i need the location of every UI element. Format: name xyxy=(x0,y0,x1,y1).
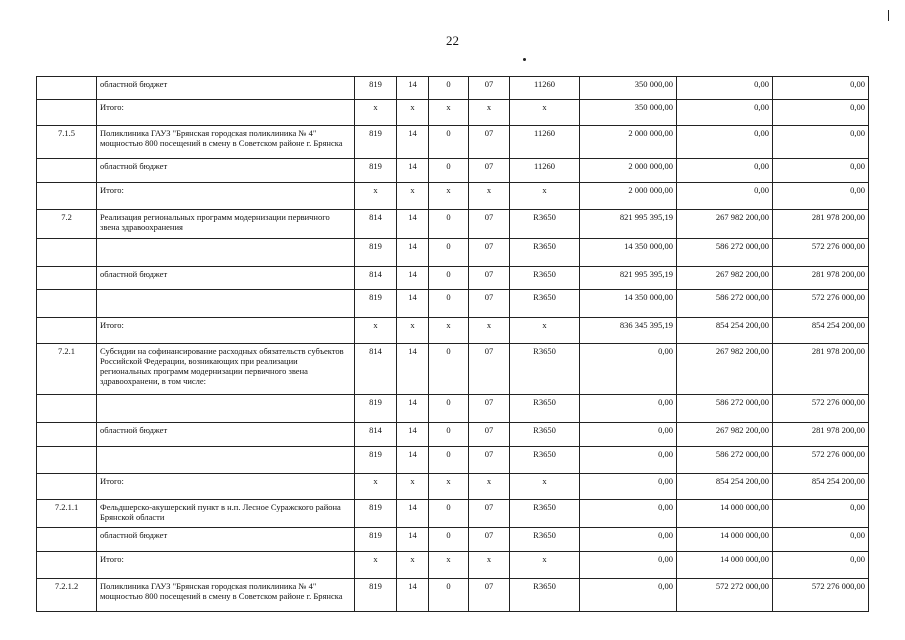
cell-amount-3: 0,00 xyxy=(773,528,869,552)
cell-code-1: 819 xyxy=(355,159,397,183)
cell-code-2: x xyxy=(397,318,429,344)
cell-code-3: x xyxy=(429,100,469,126)
cell-amount-1: 0,00 xyxy=(580,423,677,447)
cell-amount-2: 0,00 xyxy=(677,159,773,183)
cell-code-4: 07 xyxy=(469,210,510,239)
cell-amount-1: 821 995 395,19 xyxy=(580,267,677,290)
table-row xyxy=(37,210,869,239)
table-body xyxy=(37,77,869,612)
cell-item-number xyxy=(37,77,97,100)
cell-item-name: Итого: xyxy=(97,318,355,344)
cell-amount-3: 0,00 xyxy=(773,183,869,210)
cell-code-1: 819 xyxy=(355,395,397,423)
cell-amount-1: 821 995 395,19 xyxy=(580,210,677,239)
cell-code-1: 819 xyxy=(355,528,397,552)
table-row xyxy=(37,77,869,100)
cell-code-2: 14 xyxy=(397,423,429,447)
cell-item-name: областной бюджет xyxy=(97,528,355,552)
cell-amount-2: 267 982 200,00 xyxy=(677,423,773,447)
cell-code-2: 14 xyxy=(397,126,429,159)
cell-code-4: 07 xyxy=(469,290,510,318)
cell-amount-2: 572 272 000,00 xyxy=(677,579,773,612)
cell-amount-1: 0,00 xyxy=(580,447,677,474)
cell-code-2: x xyxy=(397,474,429,500)
cell-amount-2: 586 272 000,00 xyxy=(677,239,773,267)
cell-code-2: 14 xyxy=(397,290,429,318)
table-row xyxy=(37,500,869,528)
cell-code-1: 814 xyxy=(355,423,397,447)
table-row xyxy=(37,100,869,126)
cell-amount-3: 572 276 000,00 xyxy=(773,290,869,318)
cell-amount-3: 281 978 200,00 xyxy=(773,423,869,447)
cell-amount-3: 572 276 000,00 xyxy=(773,579,869,612)
cell-amount-1: 836 345 395,19 xyxy=(580,318,677,344)
cell-item-name: областной бюджет xyxy=(97,77,355,100)
cell-item-name xyxy=(97,447,355,474)
table-row xyxy=(37,344,869,395)
cell-item-name: областной бюджет xyxy=(97,159,355,183)
cell-amount-2: 0,00 xyxy=(677,100,773,126)
cell-code-4: x xyxy=(469,318,510,344)
cell-amount-1: 14 350 000,00 xyxy=(580,239,677,267)
cell-amount-3: 281 978 200,00 xyxy=(773,344,869,395)
cell-amount-2: 14 000 000,00 xyxy=(677,500,773,528)
cell-code-4: 07 xyxy=(469,159,510,183)
cell-code-3: 0 xyxy=(429,447,469,474)
table-row xyxy=(37,447,869,474)
cell-code-1: x xyxy=(355,474,397,500)
cell-code-5: R3650 xyxy=(510,290,580,318)
cell-code-2: 14 xyxy=(397,239,429,267)
cell-amount-1: 0,00 xyxy=(580,579,677,612)
cell-code-4: 07 xyxy=(469,239,510,267)
cell-code-3: 0 xyxy=(429,528,469,552)
cell-code-5: 11260 xyxy=(510,159,580,183)
cell-amount-2: 267 982 200,00 xyxy=(677,267,773,290)
page-number: 22 xyxy=(446,33,459,48)
cell-code-2: x xyxy=(397,100,429,126)
cell-code-2: 14 xyxy=(397,447,429,474)
cell-code-1: x xyxy=(355,183,397,210)
cell-amount-1: 0,00 xyxy=(580,474,677,500)
cell-code-1: 814 xyxy=(355,344,397,395)
scan-mark xyxy=(888,10,889,21)
cell-code-1: 819 xyxy=(355,126,397,159)
cell-amount-3: 0,00 xyxy=(773,126,869,159)
cell-code-2: x xyxy=(397,552,429,579)
cell-code-3: 0 xyxy=(429,267,469,290)
cell-item-name xyxy=(97,239,355,267)
cell-item-number: 7.1.5 xyxy=(37,126,97,159)
cell-code-4: 07 xyxy=(469,423,510,447)
cell-code-4: 07 xyxy=(469,579,510,612)
cell-item-name: областной бюджет xyxy=(97,423,355,447)
cell-item-name: областной бюджет xyxy=(97,267,355,290)
cell-item-number xyxy=(37,395,97,423)
cell-amount-3: 0,00 xyxy=(773,100,869,126)
cell-amount-2: 854 254 200,00 xyxy=(677,474,773,500)
cell-code-5: R3650 xyxy=(510,267,580,290)
cell-amount-1: 350 000,00 xyxy=(580,100,677,126)
table-row xyxy=(37,528,869,552)
cell-code-4: x xyxy=(469,552,510,579)
cell-code-1: 819 xyxy=(355,447,397,474)
table-row xyxy=(37,579,869,612)
cell-amount-3: 854 254 200,00 xyxy=(773,318,869,344)
cell-code-3: 0 xyxy=(429,500,469,528)
cell-amount-3: 572 276 000,00 xyxy=(773,395,869,423)
cell-code-2: 14 xyxy=(397,579,429,612)
cell-code-5: 11260 xyxy=(510,77,580,100)
cell-amount-2: 854 254 200,00 xyxy=(677,318,773,344)
cell-code-1: 819 xyxy=(355,290,397,318)
table-row xyxy=(37,290,869,318)
cell-item-number xyxy=(37,239,97,267)
cell-amount-3: 0,00 xyxy=(773,500,869,528)
cell-code-3: 0 xyxy=(429,126,469,159)
cell-amount-3: 854 254 200,00 xyxy=(773,474,869,500)
cell-code-3: 0 xyxy=(429,290,469,318)
cell-code-5: x xyxy=(510,318,580,344)
cell-item-number xyxy=(37,447,97,474)
cell-code-3: 0 xyxy=(429,579,469,612)
cell-code-4: 07 xyxy=(469,126,510,159)
cell-item-number xyxy=(37,528,97,552)
cell-code-5: R3650 xyxy=(510,579,580,612)
cell-amount-3: 572 276 000,00 xyxy=(773,447,869,474)
cell-amount-2: 0,00 xyxy=(677,126,773,159)
table-row xyxy=(37,159,869,183)
cell-code-4: x xyxy=(469,474,510,500)
cell-code-5: R3650 xyxy=(510,500,580,528)
cell-item-number xyxy=(37,183,97,210)
cell-amount-1: 2 000 000,00 xyxy=(580,183,677,210)
cell-item-number xyxy=(37,267,97,290)
table-row xyxy=(37,423,869,447)
cell-amount-2: 14 000 000,00 xyxy=(677,552,773,579)
table-row xyxy=(37,267,869,290)
cell-item-name: Итого: xyxy=(97,474,355,500)
cell-item-number: 7.2.1.2 xyxy=(37,579,97,612)
budget-table xyxy=(36,76,869,612)
cell-code-4: 07 xyxy=(469,395,510,423)
cell-code-5: R3650 xyxy=(510,395,580,423)
cell-code-5: x xyxy=(510,552,580,579)
cell-item-number: 7.2.1.1 xyxy=(37,500,97,528)
cell-code-3: 0 xyxy=(429,159,469,183)
cell-amount-3: 0,00 xyxy=(773,77,869,100)
cell-code-1: x xyxy=(355,100,397,126)
table-row xyxy=(37,552,869,579)
cell-item-name: Итого: xyxy=(97,552,355,579)
cell-item-name: Реализация региональных программ модернизации первичного звена здравоохранения xyxy=(97,210,355,239)
cell-code-4: 07 xyxy=(469,344,510,395)
cell-amount-3: 281 978 200,00 xyxy=(773,210,869,239)
cell-amount-1: 0,00 xyxy=(580,528,677,552)
cell-code-4: 07 xyxy=(469,77,510,100)
cell-amount-2: 586 272 000,00 xyxy=(677,447,773,474)
cell-code-1: 814 xyxy=(355,267,397,290)
cell-amount-2: 0,00 xyxy=(677,183,773,210)
table-row xyxy=(37,395,869,423)
cell-code-5: x xyxy=(510,100,580,126)
cell-code-2: 14 xyxy=(397,344,429,395)
cell-code-5: 11260 xyxy=(510,126,580,159)
cell-amount-2: 586 272 000,00 xyxy=(677,290,773,318)
cell-amount-1: 2 000 000,00 xyxy=(580,126,677,159)
cell-amount-1: 2 000 000,00 xyxy=(580,159,677,183)
cell-item-number xyxy=(37,100,97,126)
cell-amount-2: 267 982 200,00 xyxy=(677,210,773,239)
table-row xyxy=(37,126,869,159)
cell-code-1: 814 xyxy=(355,210,397,239)
cell-item-name: Субсидии на софинансирование расходных обязательств субъектов Российской Федерации, возникающих при реализации региональных программ модернизации первичного звена здравоохранени, в том числе: xyxy=(97,344,355,395)
cell-code-2: 14 xyxy=(397,210,429,239)
cell-amount-3: 572 276 000,00 xyxy=(773,239,869,267)
cell-amount-2: 586 272 000,00 xyxy=(677,395,773,423)
cell-code-5: R3650 xyxy=(510,447,580,474)
cell-code-2: x xyxy=(397,183,429,210)
cell-item-name: Фельдшерско-акушерский пункт в н.п. Лесное Суражского района Брянской области xyxy=(97,500,355,528)
cell-item-number: 7.2 xyxy=(37,210,97,239)
cell-code-4: 07 xyxy=(469,528,510,552)
cell-code-2: 14 xyxy=(397,77,429,100)
cell-amount-1: 0,00 xyxy=(580,395,677,423)
cell-amount-2: 267 982 200,00 xyxy=(677,344,773,395)
cell-code-1: x xyxy=(355,552,397,579)
cell-code-3: 0 xyxy=(429,344,469,395)
cell-code-3: x xyxy=(429,183,469,210)
cell-amount-2: 14 000 000,00 xyxy=(677,528,773,552)
cell-code-3: x xyxy=(429,318,469,344)
cell-code-3: 0 xyxy=(429,210,469,239)
cell-item-name: Итого: xyxy=(97,100,355,126)
cell-amount-3: 281 978 200,00 xyxy=(773,267,869,290)
cell-item-number: 7.2.1 xyxy=(37,344,97,395)
cell-amount-1: 0,00 xyxy=(580,500,677,528)
table-row xyxy=(37,474,869,500)
cell-amount-2: 0,00 xyxy=(677,77,773,100)
cell-code-5: x xyxy=(510,183,580,210)
cell-code-3: x xyxy=(429,474,469,500)
cell-code-1: 819 xyxy=(355,579,397,612)
cell-code-3: 0 xyxy=(429,77,469,100)
cell-item-name: Итого: xyxy=(97,183,355,210)
cell-amount-1: 0,00 xyxy=(580,552,677,579)
cell-code-4: x xyxy=(469,100,510,126)
cell-item-name: Поликлиника ГАУЗ "Брянская городская поликлиника № 4" мощностью 800 посещений в смену в Советском районе г. Брянска xyxy=(97,126,355,159)
cell-item-number xyxy=(37,552,97,579)
cell-code-5: R3650 xyxy=(510,344,580,395)
cell-code-1: 819 xyxy=(355,500,397,528)
cell-code-1: 819 xyxy=(355,239,397,267)
cell-code-4: 07 xyxy=(469,500,510,528)
cell-code-3: 0 xyxy=(429,239,469,267)
table-row xyxy=(37,183,869,210)
cell-code-2: 14 xyxy=(397,528,429,552)
cell-amount-3: 0,00 xyxy=(773,552,869,579)
cell-code-5: x xyxy=(510,474,580,500)
cell-code-4: x xyxy=(469,183,510,210)
cell-code-5: R3650 xyxy=(510,528,580,552)
cell-item-number xyxy=(37,290,97,318)
cell-item-number xyxy=(37,423,97,447)
cell-item-name xyxy=(97,395,355,423)
cell-code-2: 14 xyxy=(397,267,429,290)
cell-code-4: 07 xyxy=(469,267,510,290)
cell-code-3: x xyxy=(429,552,469,579)
cell-amount-3: 0,00 xyxy=(773,159,869,183)
cell-code-4: 07 xyxy=(469,447,510,474)
cell-code-1: 819 xyxy=(355,77,397,100)
cell-item-number xyxy=(37,159,97,183)
scan-dot xyxy=(523,58,526,61)
cell-code-5: R3650 xyxy=(510,210,580,239)
cell-item-name xyxy=(97,290,355,318)
cell-item-number xyxy=(37,318,97,344)
cell-amount-1: 0,00 xyxy=(580,344,677,395)
cell-code-5: R3650 xyxy=(510,423,580,447)
cell-amount-1: 350 000,00 xyxy=(580,77,677,100)
table-row xyxy=(37,239,869,267)
cell-amount-1: 14 350 000,00 xyxy=(580,290,677,318)
table-row xyxy=(37,318,869,344)
cell-code-1: x xyxy=(355,318,397,344)
cell-code-3: 0 xyxy=(429,423,469,447)
cell-code-2: 14 xyxy=(397,500,429,528)
cell-code-5: R3650 xyxy=(510,239,580,267)
cell-item-number xyxy=(37,474,97,500)
cell-code-3: 0 xyxy=(429,395,469,423)
cell-code-2: 14 xyxy=(397,395,429,423)
cell-code-2: 14 xyxy=(397,159,429,183)
cell-item-name: Поликлиника ГАУЗ "Брянская городская поликлиника № 4" мощностью 800 посещений в смену в Советском районе г. Брянска xyxy=(97,579,355,612)
